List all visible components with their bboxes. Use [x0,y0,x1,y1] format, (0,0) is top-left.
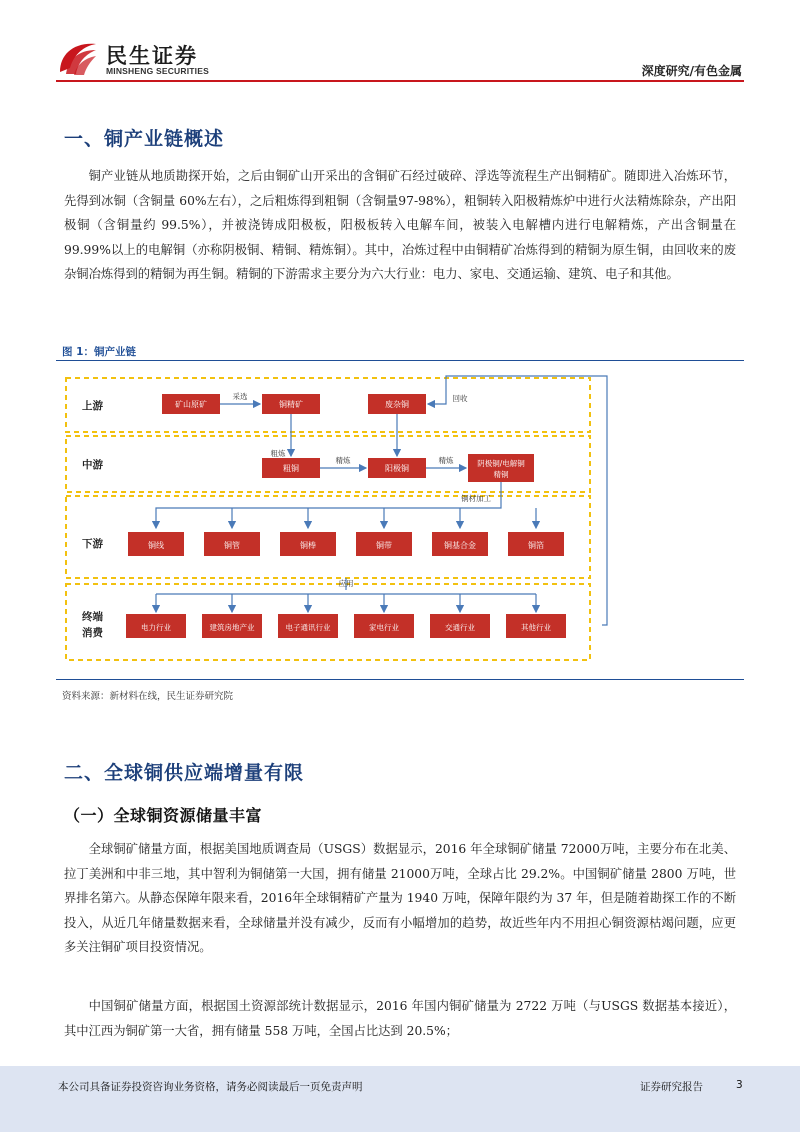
product-label-5: 铜基合金 [444,541,476,550]
figure-source: 资料来源：新材料在线，民生证券研究院 [62,691,234,702]
edge-label-refine-1: 精炼 [335,456,351,465]
row-label-terminal-2: 消费 [82,627,103,639]
edge-label-recycle: 回收 [452,394,468,403]
node-blister-label: 粗铜 [283,464,299,473]
section-1-paragraph: 铜产业链从地质勘探开始，之后由铜矿山开采出的含铜矿石经过破碎、浮选等流程生产出铜精矿。随即进入冶炼环节，先得到冰铜（含铜量 60%左右），之后粗炼得到粗铜（含铜量97-98%），粗铜转入阳极精炼炉中进行火法精炼除杂，产出阳极铜（含铜量约 99.5%），并被浇铸成阳极板，阳极板转入电解车间，被装入电解槽内进行电解精炼，产出含铜量在 99.99%以上的电解铜（亦称阴极铜、精铜、精炼铜）。其中，冶炼过程中由铜精矿冶炼得到的精铜为原生铜，由回收来的废杂铜冶炼得到的精铜为再生铜。精铜的下游需求主要分为六大行业：电力、家电、交通运输、建筑、电子和其他。 [64,169,736,281]
footer-bar [0,1066,800,1132]
edge-label-beneficiation: 采选 [232,392,248,401]
section-2-paragraph-2: 中国铜矿储量方面，根据国土资源部统计数据显示，2016 年国内铜矿储量为 2722 万吨（与USGS 数据基本接近），其中江西为铜矿第一大省，拥有储量 558 万吨，全国占比达到 20.5%； [64,999,736,1038]
header-divider [56,80,744,82]
footer-disclaimer: 本公司具备证券投资咨询业务资格，请务必阅读最后一页免责声明 [58,1081,363,1093]
section-1-title: 一、铜产业链概述 [64,128,225,150]
brand-name-en: MINSHENG SECURITIES [106,66,209,76]
node-ore-label: 矿山原矿 [175,400,207,409]
brand-name-cn: 民生证券 [106,44,198,68]
figure-rule-top [56,360,744,361]
section-2-title: 二、全球铜供应端增量有限 [64,762,305,784]
node-concentrate-label: 铜精矿 [279,400,303,409]
edge-label-processing: 铜材加工 [461,494,491,503]
product-label-1: 铜线 [148,541,164,550]
industry-label-4: 家电行业 [369,623,399,632]
industry-label-3: 电子通讯行业 [285,623,331,632]
product-label-2: 铜管 [224,541,240,550]
row-label-midstream: 中游 [82,459,103,471]
product-label-4: 铜带 [376,541,392,550]
row-panel-upstream [66,378,590,432]
edge-label-refine-2: 精炼 [438,456,454,465]
copper-chain-diagram [62,372,738,672]
node-cathode-label-2: 精铜 [493,470,509,479]
row-label-terminal-1: 终端 [82,611,103,623]
figure-rule-bottom [56,679,744,680]
product-label-6: 铜箔 [528,541,544,550]
figure-title: 图 1：铜产业链 [62,346,136,358]
minsheng-logo-icon [56,38,100,78]
node-anode-label: 阳极铜 [385,464,409,473]
section-2-subtitle: （一）全球铜资源储量丰富 [64,806,263,825]
row-label-upstream: 上游 [82,400,103,412]
report-category: 深度研究/有色金属 [641,64,742,78]
node-scrap-label: 废杂铜 [385,400,409,409]
industry-label-5: 交通行业 [445,623,475,632]
industry-label-1: 电力行业 [141,623,171,632]
row-label-downstream: 下游 [82,538,103,550]
arrow-processing-bus [156,482,501,528]
industry-label-2: 建筑房地产业 [209,623,255,632]
edge-label-rough-smelt: 粗炼 [270,449,286,458]
footer-label: 证券研究报告 [640,1081,703,1093]
product-label-3: 铜棒 [300,541,316,550]
page-number: 3 [736,1079,743,1091]
node-cathode-label-1: 阴极铜/电解铜 [477,459,525,468]
section-2-paragraph-1: 全球铜矿储量方面，根据美国地质调查局（USGS）数据显示，2016 年全球铜矿储量 72000万吨，主要分布在北美、拉丁美洲和中非三地，其中智利为铜储第一大国，拥有储量 21000万吨，全球占比 29.2%。中国铜矿储量 2800 万吨，世界排名第六。从静态保障年限来看，2016年全球铜精矿产量为 1940 万吨，保障年限约为 37 年，但是随着勘探工作的不断投入，从近几年储量数据来看，全球储量并没有减少，反而有小幅增加的趋势，故近些年内不用担心铜资源枯竭问题，应更多关注铜矿项目投资情况。 [64,842,736,954]
edge-label-application: 应用 [338,579,354,588]
industry-label-6: 其他行业 [521,623,551,632]
arrow-recycle-loop [428,376,607,625]
